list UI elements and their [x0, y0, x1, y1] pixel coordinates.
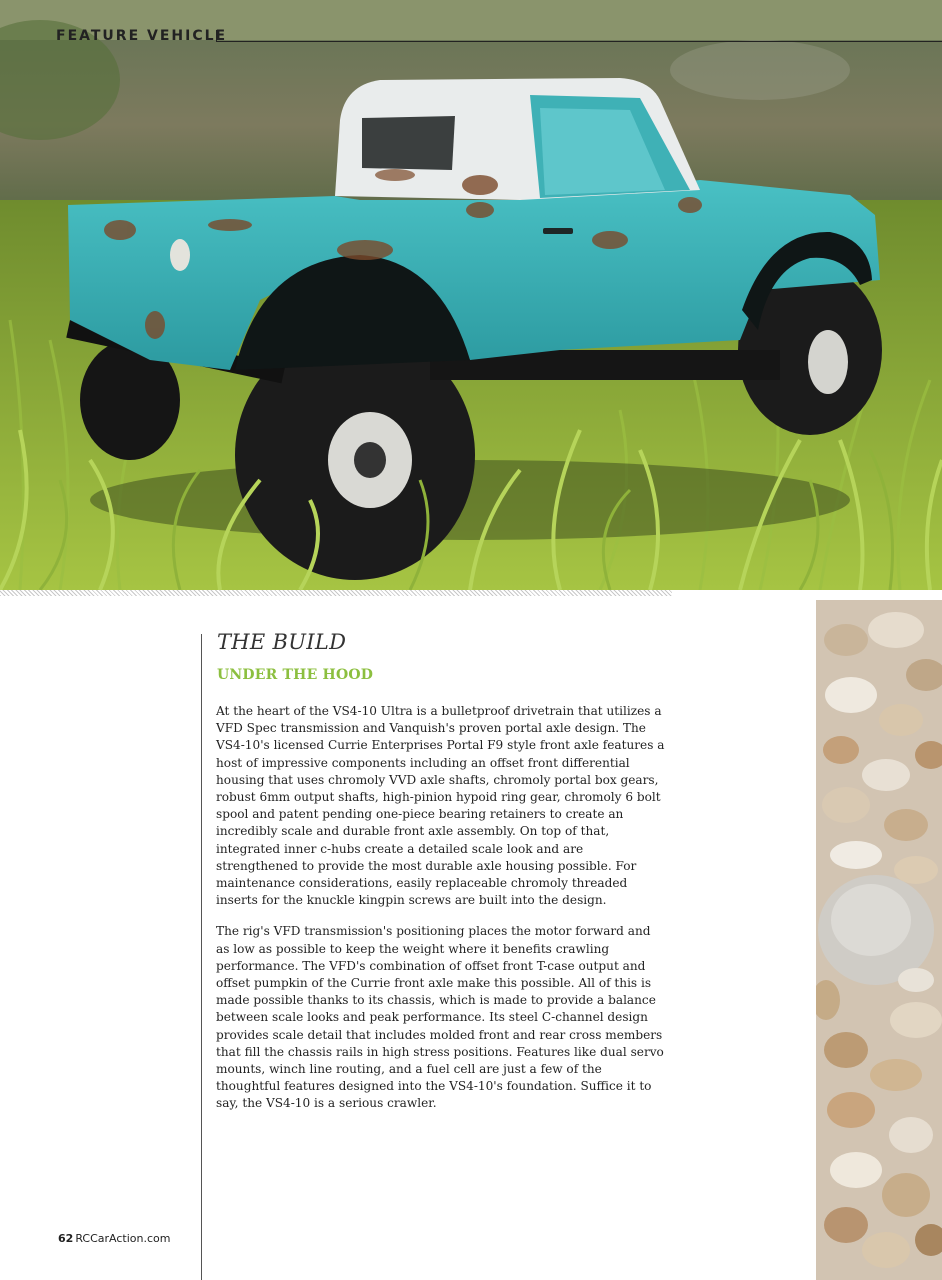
truck-photo-illustration: [0, 0, 942, 590]
site-url: RCCarAction.com: [75, 1232, 171, 1245]
kicker-rule: [216, 30, 942, 42]
page-folio: [58, 1232, 170, 1245]
article-body: [216, 703, 666, 1127]
section-kicker: FEATURE VEHICLE: [56, 28, 228, 44]
subhead: UNDER THE HOOD: [217, 667, 374, 683]
column-rule: [201, 634, 202, 1280]
hatch-divider: [0, 590, 672, 596]
section-title: THE BUILD: [217, 630, 347, 654]
hero-photo: [0, 0, 942, 590]
body-paragraph-1: At the heart of the VS4-10 Ultra is a bulletproof drivetrain that utilizes a VFD Spec transmission and Vanquish's proven portal axle design. The VS4-10's licensed Currie Enterprises Portal F9 style front axle features a host of impressive components including an offset front differential housing that uses chromoly VVD axle shafts, chromoly portal box gears, robust 6mm output shafts, high-pinion hypoid ring gear, chromoly 6 bolt spool and patent pending one-piece bearing retainers to create an incredibly scale and durable front axle assembly. On top of that, integrated inner c-hubs create a detailed scale look and are strengthened to provide the most durable axle housing possible. For maintenance considerations, easily replaceable chromoly threaded inserts for the knuckle kingpin screws are built into the design.: [216, 704, 665, 908]
gravel-photo: [816, 600, 942, 1280]
gravel-illustration: [816, 600, 942, 1280]
body-paragraph-2: The rig's VFD transmission's positioning places the motor forward and as low as possible to keep the weight where it benefits crawling performance. The VFD's combination of offset front T-case output and offset pumpkin of the Currie front axle make this possible. All of this is made possible thanks to its chassis, which is made to provide a balance between scale looks and peak performance. Its steel C-channel design provides scale detail that includes molded front and rear cross members that fill the chassis rails in high stress positions. Features like dual servo mounts, winch line routing, and a fuel cell are just a few of the thoughtful features designed into the VS4-10's foundation. Suffice it to say, the VS4-10 is a serious crawler.: [216, 924, 664, 1111]
page-number: 62: [58, 1232, 74, 1245]
